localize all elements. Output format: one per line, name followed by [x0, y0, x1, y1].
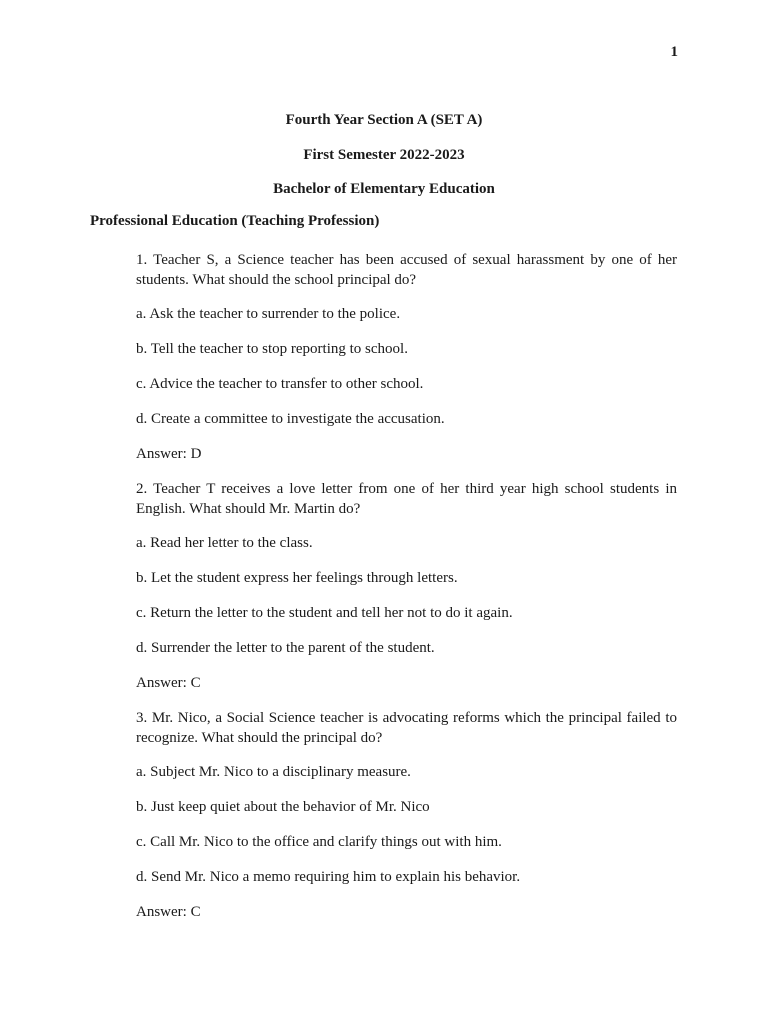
subject-heading: Professional Education (Teaching Profession) [90, 213, 380, 229]
choice-c: c. Advice the teacher to transfer to other school. [136, 376, 424, 392]
choice-b: b. Tell the teacher to stop reporting to school. [136, 341, 408, 357]
question-text: 3. Mr. Nico, a Social Science teacher is advocating reforms which the principal failed to recognize. What should the principal do? [136, 710, 677, 746]
choice-d: d. Send Mr. Nico a memo requiring him to explain his behavior. [136, 869, 521, 885]
choice-b: b. Just keep quiet about the behavior of Mr. Nico [136, 799, 430, 815]
document-title-semester: First Semester 2022-2023 [303, 147, 465, 163]
choice-a: a. Ask the teacher to surrender to the police. [136, 306, 401, 322]
question-text: 2. Teacher T receives a love letter from one of her third year high school students in English. What should Mr. Martin do? [136, 481, 677, 517]
choice-c: c. Call Mr. Nico to the office and clarify things out with him. [136, 834, 502, 850]
answer-line: Answer: C [136, 904, 201, 920]
document-title-section: Fourth Year Section A (SET A) [285, 112, 483, 128]
choice-a: a. Read her letter to the class. [136, 535, 313, 551]
question-text: 1. Teacher S, a Science teacher has been accused of sexual harassment by one of her students. What should the school principal do? [136, 252, 677, 288]
question-block-1 [136, 250, 677, 464]
choice-b: b. Let the student express her feelings through letters. [136, 570, 458, 586]
page-number: 1 [670, 44, 678, 60]
choice-c: c. Return the letter to the student and tell her not to do it again. [136, 605, 513, 621]
questions-list [136, 250, 677, 937]
choice-a: a. Subject Mr. Nico to a disciplinary measure. [136, 764, 411, 780]
choice-d: d. Surrender the letter to the parent of the student. [136, 640, 435, 656]
document-title-program: Bachelor of Elementary Education [273, 181, 495, 197]
choice-d: d. Create a committee to investigate the accusation. [136, 411, 445, 427]
answer-line: Answer: D [136, 446, 202, 462]
question-block-3 [136, 708, 677, 922]
question-block-2 [136, 479, 677, 693]
answer-line: Answer: C [136, 675, 201, 691]
